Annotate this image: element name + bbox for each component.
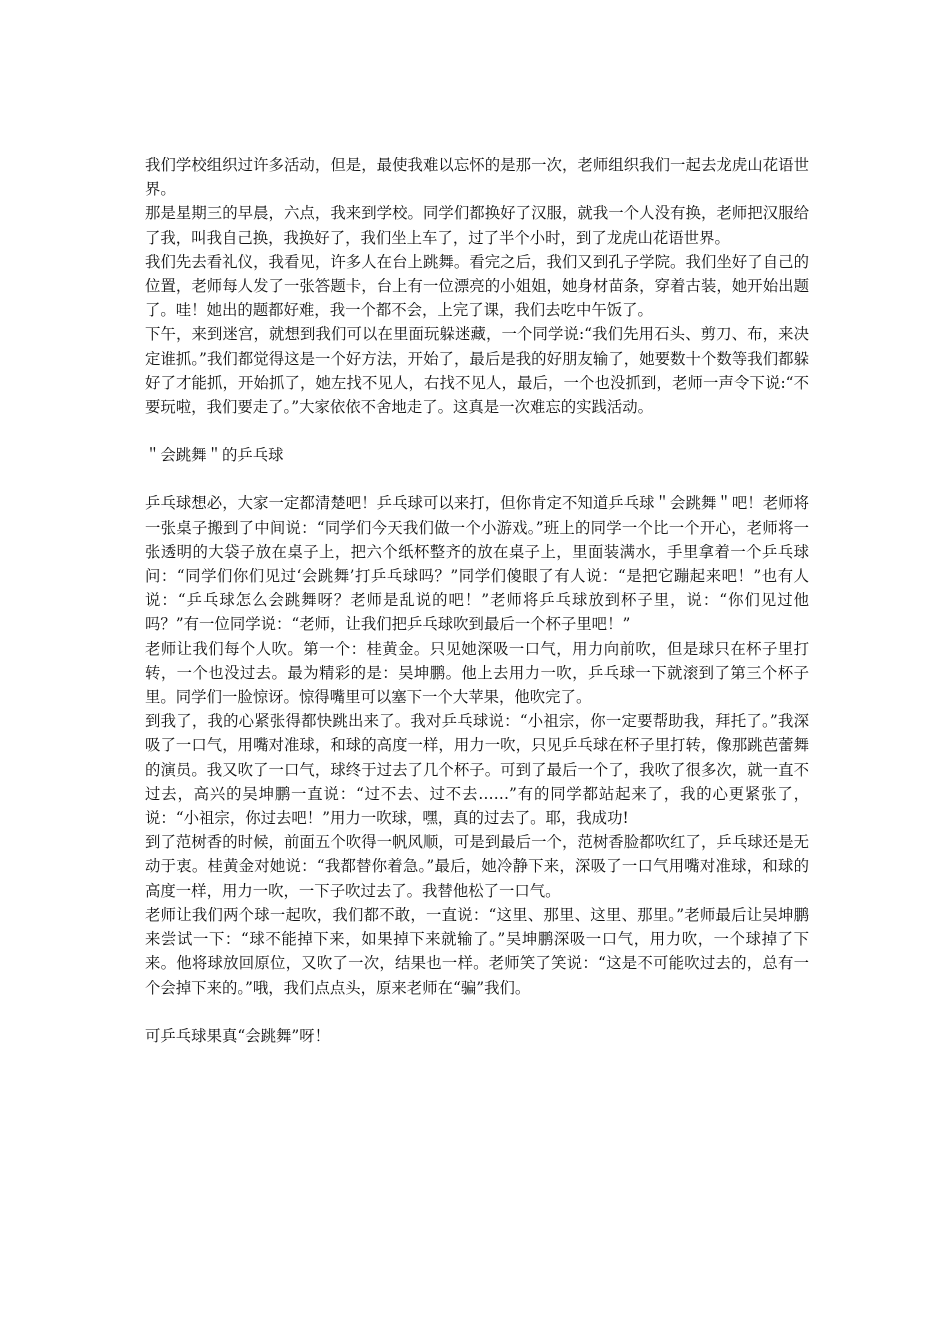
essay1-paragraph-3: 我们先去看礼仪，我看见，许多人在台上跳舞。看完之后，我们又到孔子学院。我们坐好了自己的位置，老师每人发了一张答题卡，台上有一位漂亮的小姐姐，她身材苗条，穿着古装，她开始出题了。哇！她出的题都好难，我一个都不会，上完了课，我们去吃中午饭了。 — [145, 252, 809, 320]
blank-line — [145, 419, 809, 443]
document-body — [145, 153, 809, 1048]
essay2-paragraph-3: 到我了，我的心紧张得都快跳出来了。我对乒乓球说：“小祖宗，你一定要帮助我，拜托了。”我深吸了一口气，用嘴对准球，和球的高度一样，用力一吹，只见乒乓球在杯子里打转，像那跳芭蕾舞的演员。我又吹了一口气，球终于过去了几个杯子。可到了最后一个了，我吹了很多次，就一直不过去，高兴的吴坤鹏一直说：“过不去、过不去……”有的同学都站起来了，我的心更紧张了，说：“小祖宗，你过去吧！”用力一吹球，嘿，真的过去了。耶，我成功! — [145, 712, 809, 828]
blank-line — [145, 1000, 809, 1024]
blank-line — [145, 467, 809, 491]
essay2-paragraph-5: 老师让我们两个球一起吹，我们都不敢，一直说：“这里、那里、这里、那里。”老师最后让吴坤鹏来尝试一下：“球不能掉下来，如果掉下来就输了。”吴坤鹏深吸一口气，用力吹，一个球掉了下来。他将球放回原位，又吹了一次，结果也一样。老师笑了笑说：“这是不可能吹过去的，总有一个会掉下来的。”哦，我们点点头，原来老师在“骗”我们。 — [145, 905, 809, 997]
essay2-paragraph-4: 到了范树香的时候，前面五个吹得一帆风顺，可是到最后一个，范树香脸都吹红了，乒乓球还是无动于衷。桂黄金对她说：“我都替你着急。”最后，她冷静下来，深吸了一口气用嘴对准球，和球的高度一样，用力一吹，一下子吹过去了。我替他松了一口气。 — [145, 833, 809, 900]
essay2-paragraph-1: 乒乓球想必，大家一定都清楚吧！乒乓球可以来打，但你肯定不知道乒乓球＂会跳舞＂吧！老师将一张桌子搬到了中间说：“同学们今天我们做一个小游戏。”班上的同学一个比一个开心，老师将一张透明的大袋子放在桌子上，把六个纸杯整齐的放在桌子上，里面装满水，手里拿着一个乒乓球问：“同学们你们见过‘会跳舞’打乒乓球吗？”同学们傻眼了有人说：“是把它蹦起来吧！”也有人说：“乒乓球怎么会跳舞呀？老师是乱说的吧！”老师将乒乓球放到杯子里，说：“你们见过他吗？”有一位同学说：“老师，让我们把乒乓球吹到最后一个杯子里吧！” — [145, 494, 809, 634]
essay2-closing: 可乒乓球果真“会跳舞”呀！ — [145, 1026, 331, 1045]
essay1-paragraph-2: 那是星期三的早晨，六点，我来到学校。同学们都换好了汉服，就我一个人没有换，老师把汉服给了我，叫我自己换，我换好了，我们坐上车了，过了半个小时，到了龙虎山花语世界。 — [145, 204, 809, 247]
essay2-paragraph-2: 老师让我们每个人吹。第一个：桂黄金。只见她深吸一口气，用力向前吹，但是球只在杯子里打转，一个也没过去。最为精彩的是：吴坤鹏。他上去用力一吹，乒乓球一下就滚到了第三个杯子里。同学们一脸惊讶。惊得嘴里可以塞下一个大苹果，他吹完了。 — [145, 639, 809, 707]
essay2-title: ＂会跳舞＂的乒乓球 — [145, 446, 284, 465]
essay1-paragraph-4: 下午，来到迷宫，就想到我们可以在里面玩躲迷藏，一个同学说:“我们先用石头、剪刀、布，来决定谁抓。”我们都觉得这是一个好方法，开始了，最后是我的好朋友输了，她要数十个数等我们都躲好了才能抓，开始抓了，她左找不见人，右找不见人，最后，一个也没抓到，老师一声令下说:“不要玩啦，我们要走了。”大家依依不舍地走了。这真是一次难忘的实践活动。 — [145, 325, 809, 417]
essay1-paragraph-1: 我们学校组织过许多活动，但是，最使我难以忘怀的是那一次，老师组织我们一起去龙虎山花语世界。 — [145, 156, 809, 199]
